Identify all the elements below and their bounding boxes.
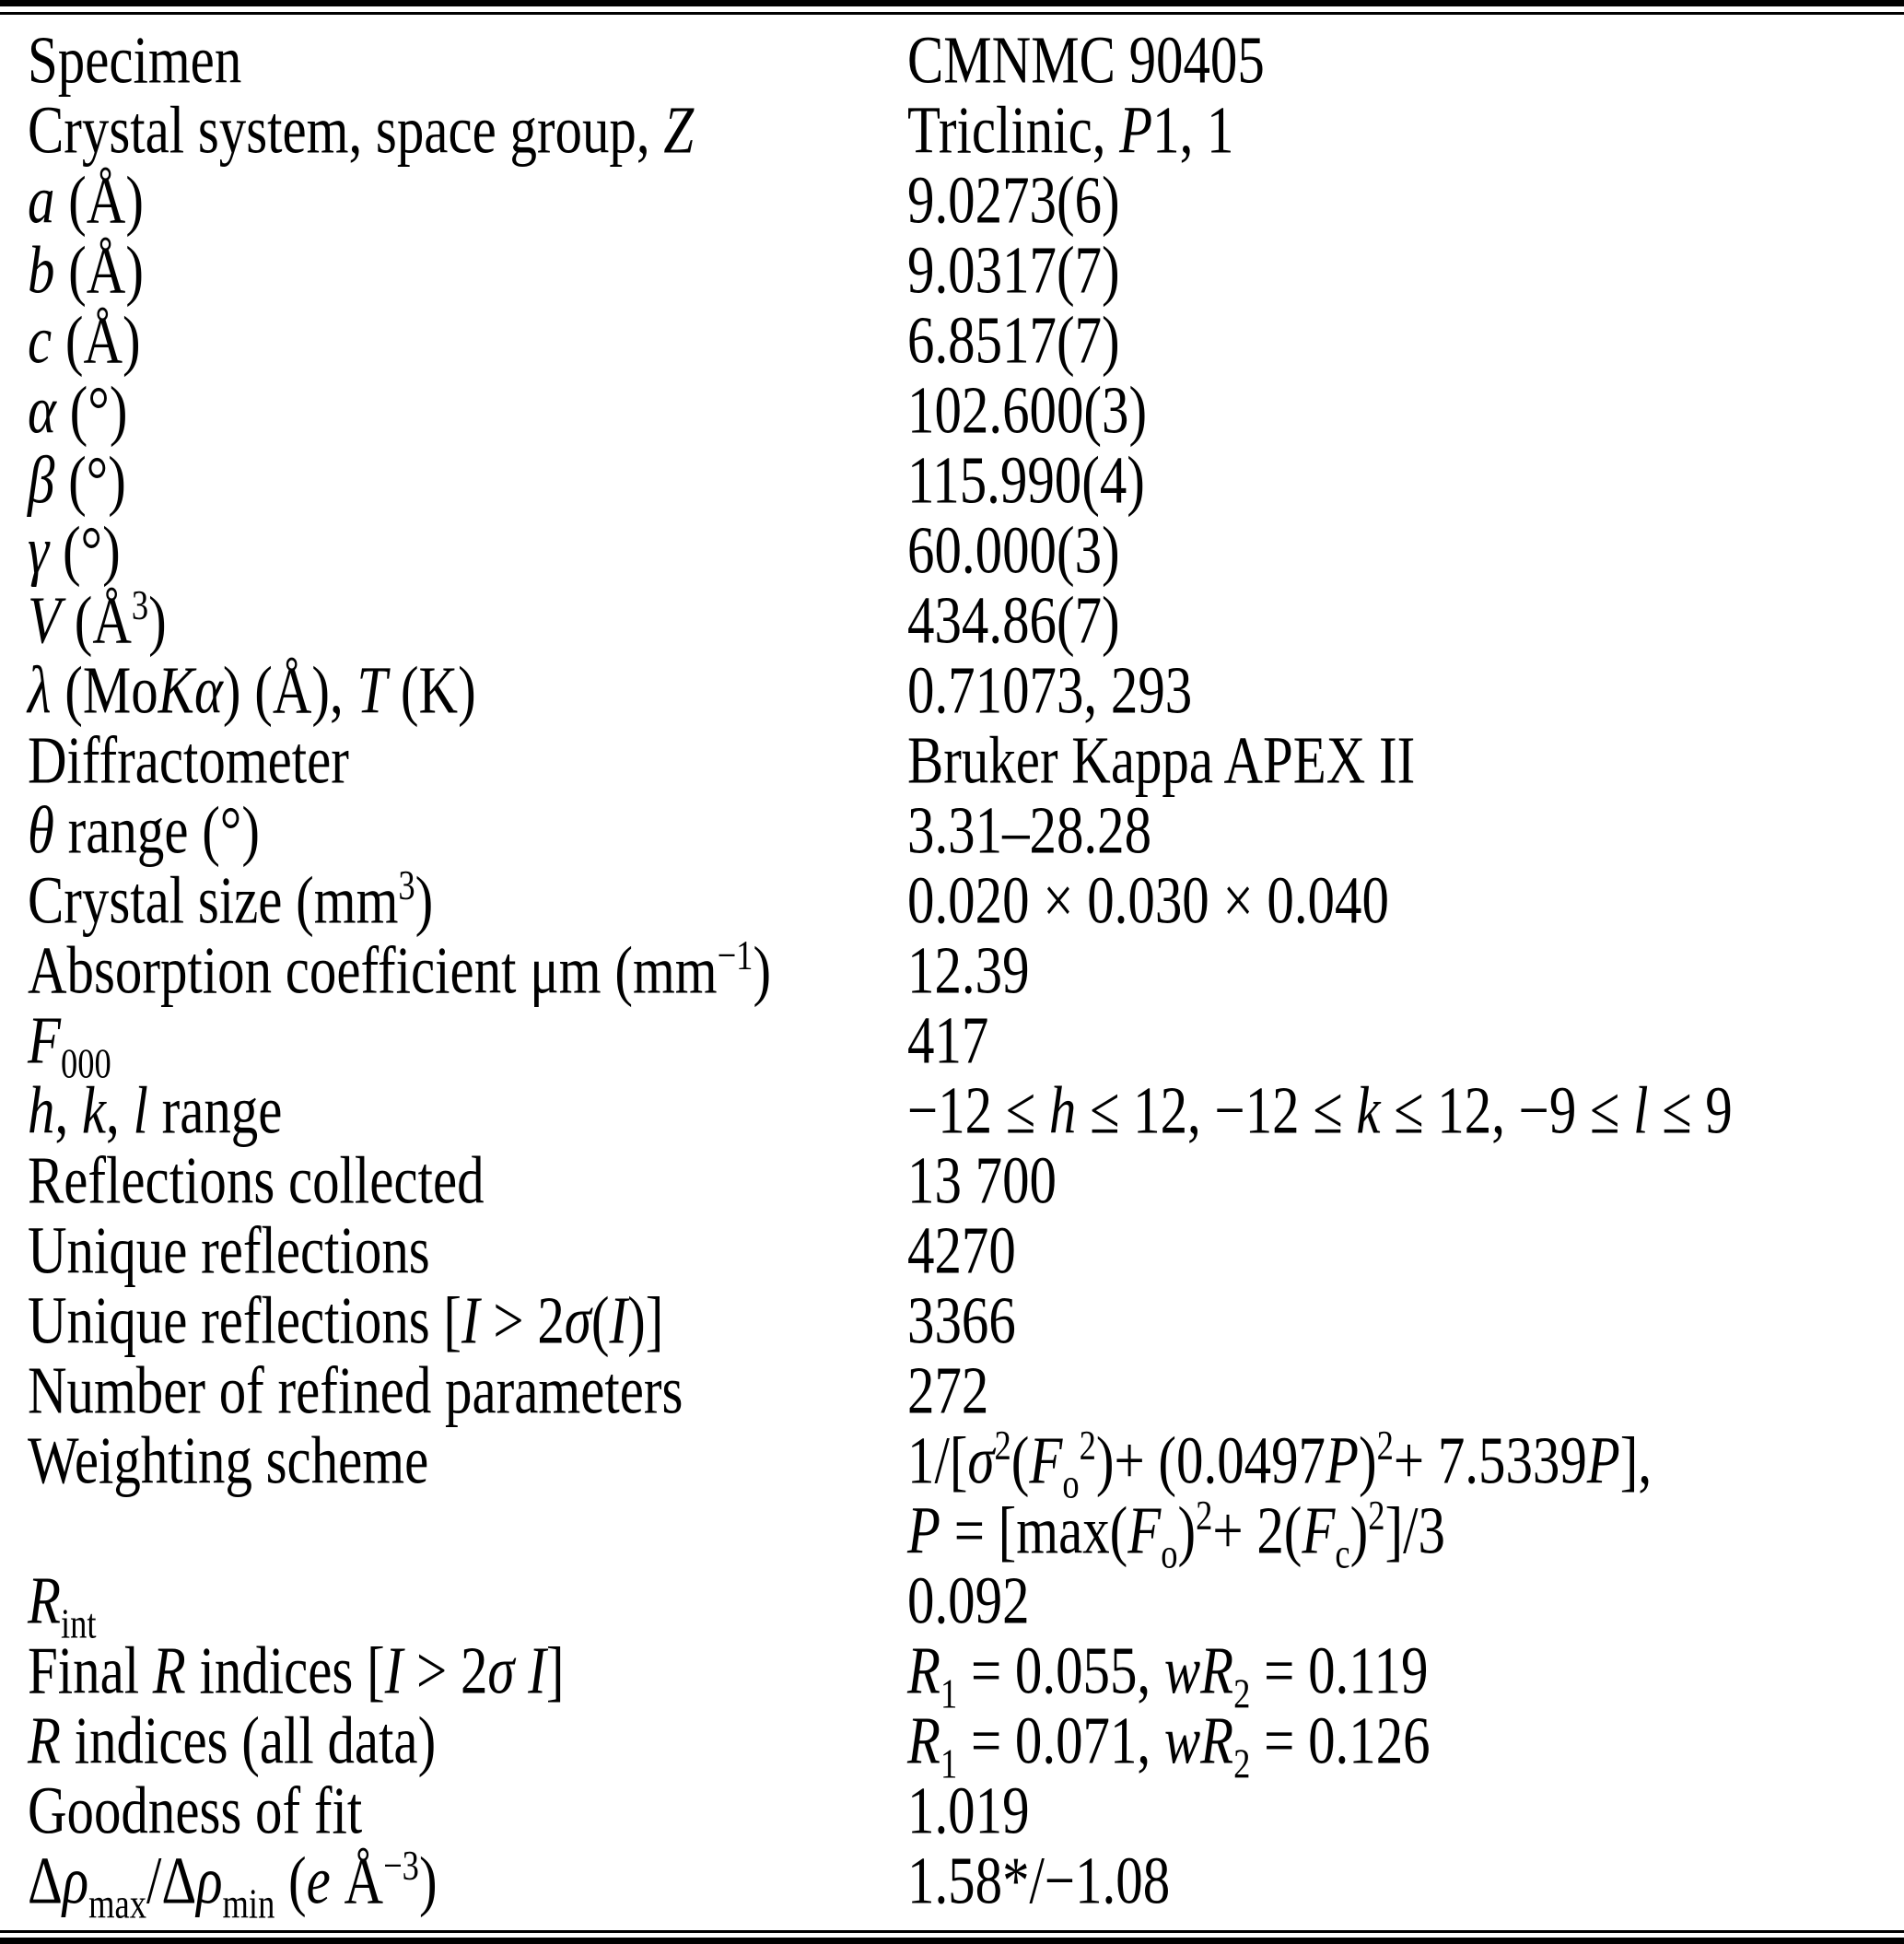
row-label-text: λ (MoKα) (Å), T (K) (28, 653, 476, 729)
row-label (28, 1844, 907, 1928)
row-value-text: 272 (907, 1353, 989, 1429)
table-row (28, 513, 1904, 589)
row-value (907, 1704, 1904, 1788)
row-value (907, 1774, 1904, 1849)
row-value (907, 653, 1904, 729)
row-value-text: $R_1 = 0.055$, $wR_2 = 0.119$ (907, 1634, 1429, 1718)
row-label-text: h, k, l range (28, 1073, 283, 1149)
row-value-text: CMNMC 90405 (907, 23, 1265, 99)
row-label (28, 1563, 907, 1648)
table-row (28, 1213, 1904, 1289)
row-label-text: α (°) (28, 373, 128, 449)
row-value (907, 23, 1904, 99)
row-value (907, 1073, 1904, 1149)
row-value (907, 1423, 1904, 1578)
row-value-text: 12.39 (907, 933, 1030, 1009)
row-value (907, 513, 1904, 589)
table-row (28, 1844, 1904, 1928)
row-value-text: 0.092 (907, 1563, 1030, 1639)
table-row (28, 1634, 1904, 1718)
row-value-text: 60.000(3) (907, 513, 1120, 589)
row-label-text: Reflections collected (28, 1143, 485, 1219)
row-value-text: 434.86(7) (907, 583, 1120, 659)
row-label (28, 1073, 907, 1149)
row-label (28, 933, 907, 1009)
row-value (907, 1003, 1904, 1079)
row-label-text: Unique reflections [I > 2σ(I)] (28, 1283, 664, 1359)
row-label-text: Diffractometer (28, 723, 349, 799)
row-value (907, 863, 1904, 939)
row-label (28, 93, 907, 169)
table-row (28, 793, 1904, 869)
row-value (907, 1213, 1904, 1289)
table-row (28, 863, 1904, 939)
row-label (28, 513, 907, 589)
row-label (28, 373, 907, 449)
row-label-text: Crystal size $(mm^3)$ (28, 863, 434, 939)
row-value-text: 9.0317(7) (907, 233, 1120, 309)
row-label (28, 1423, 907, 1499)
table-row (28, 93, 1904, 169)
row-label-text: Final R indices [I > 2σ I] (28, 1634, 565, 1709)
row-value-text: $R_1 = 0.071$, $wR_2 = 0.126$ (907, 1704, 1431, 1788)
row-label (28, 1283, 907, 1359)
table-row (28, 1704, 1904, 1788)
row-value (907, 1634, 1904, 1718)
row-label (28, 1143, 907, 1219)
table-row (28, 1283, 1904, 1359)
row-value (907, 233, 1904, 309)
row-value-text: 1.019 (907, 1774, 1030, 1849)
row-value (907, 1844, 1904, 1919)
row-label (28, 443, 907, 519)
row-value-text: 0.020 × 0.030 × 0.040 (907, 863, 1389, 939)
row-value (907, 373, 1904, 449)
table-bottom-rule (0, 1930, 1904, 1944)
row-label-text: Number of refined parameters (28, 1353, 683, 1429)
row-label (28, 1213, 907, 1289)
row-value-text: Bruker Kappa APEX II (907, 723, 1416, 799)
row-label-text: $\Delta\rho_{max}/\Delta\rho_{min}$ (e $Å^{-3}$) (28, 1844, 438, 1928)
row-value (907, 1143, 1904, 1219)
row-label (28, 653, 907, 729)
row-value (907, 723, 1904, 799)
specimen-data-table (0, 15, 1904, 1928)
table-row (28, 233, 1904, 309)
row-value-text: $1/[\sigma^2(F_o^2)+ (0.0497P)^2+ 7.5339P]$, (907, 1423, 1653, 1508)
row-value-text: 0.71073, 293 (907, 653, 1193, 729)
row-value-text: 13 700 (907, 1143, 1057, 1219)
row-value (907, 303, 1904, 379)
row-value (907, 583, 1904, 659)
row-label-text: θ range (°) (28, 793, 260, 869)
row-label (28, 1353, 907, 1429)
row-label (28, 1003, 907, 1088)
row-value (907, 933, 1904, 1009)
row-label-text: Goodness of fit (28, 1774, 363, 1849)
row-label (28, 233, 907, 309)
row-label-text: c (Å) (28, 303, 141, 379)
row-value-text: 1.58*/−1.08 (907, 1844, 1171, 1919)
row-value (907, 163, 1904, 239)
row-label (28, 723, 907, 799)
table-row (28, 723, 1904, 799)
table-row (28, 23, 1904, 99)
row-value-text: 417 (907, 1003, 989, 1079)
row-value-text: 102.600(3) (907, 373, 1148, 449)
row-label-text: Absorption coefficient μm $(mm^{-1})$ (28, 933, 772, 1009)
row-label-text: Crystal system, space group, Z (28, 93, 695, 169)
row-label-text: a (Å) (28, 163, 144, 239)
row-label-text: γ (°) (28, 513, 121, 589)
row-label (28, 303, 907, 379)
row-value (907, 1563, 1904, 1639)
table-row (28, 1143, 1904, 1219)
row-value-text: Triclinic, P1, 1 (907, 93, 1234, 169)
row-value-text: $P = [\max(F_o)^2+ 2(F_c)^2]/3$ (907, 1493, 1445, 1578)
row-value-text: 115.990(4) (907, 443, 1145, 519)
row-label-text: b (Å) (28, 233, 144, 309)
row-label-text: β (°) (28, 443, 126, 519)
row-value (907, 1353, 1904, 1429)
row-value (907, 793, 1904, 869)
row-value (907, 93, 1904, 169)
row-value (907, 1283, 1904, 1359)
table-row (28, 1353, 1904, 1429)
table-row (28, 933, 1904, 1009)
table-top-rule (0, 0, 1904, 15)
table-row (28, 373, 1904, 449)
table-row (28, 1423, 1904, 1578)
row-label (28, 793, 907, 869)
row-label (28, 1774, 907, 1849)
table-row (28, 303, 1904, 379)
row-label (28, 1704, 907, 1779)
table-row (28, 1774, 1904, 1849)
row-value-text: 9.0273(6) (907, 163, 1120, 239)
row-value-text: 3.31–28.28 (907, 793, 1152, 869)
row-label-text: Unique reflections (28, 1213, 430, 1289)
table-row (28, 1073, 1904, 1149)
table-row (28, 583, 1904, 659)
row-value-text: −12 ≤ h ≤ 12, −12 ≤ k ≤ 12, −9 ≤ l ≤ 9 (907, 1073, 1733, 1149)
table-row (28, 163, 1904, 239)
table-row (28, 443, 1904, 519)
row-label-text: R indices (all data) (28, 1704, 437, 1779)
row-value-text: 6.8517(7) (907, 303, 1120, 379)
row-label-text: Weighting scheme (28, 1423, 429, 1499)
row-label (28, 863, 907, 939)
row-label-text: $R_{int}$ (28, 1563, 97, 1648)
table-row (28, 653, 1904, 729)
row-value-text: 3366 (907, 1283, 1016, 1359)
table-row (28, 1563, 1904, 1648)
row-label (28, 163, 907, 239)
row-label-text: V $(Å^3)$ (28, 583, 167, 659)
row-label-text: $F_{000}$ (28, 1003, 111, 1088)
row-label-text: Specimen (28, 23, 242, 99)
row-label (28, 23, 907, 99)
table-row (28, 1003, 1904, 1088)
row-label (28, 583, 907, 659)
row-value (907, 443, 1904, 519)
row-value-text: 4270 (907, 1213, 1016, 1289)
row-label (28, 1634, 907, 1709)
